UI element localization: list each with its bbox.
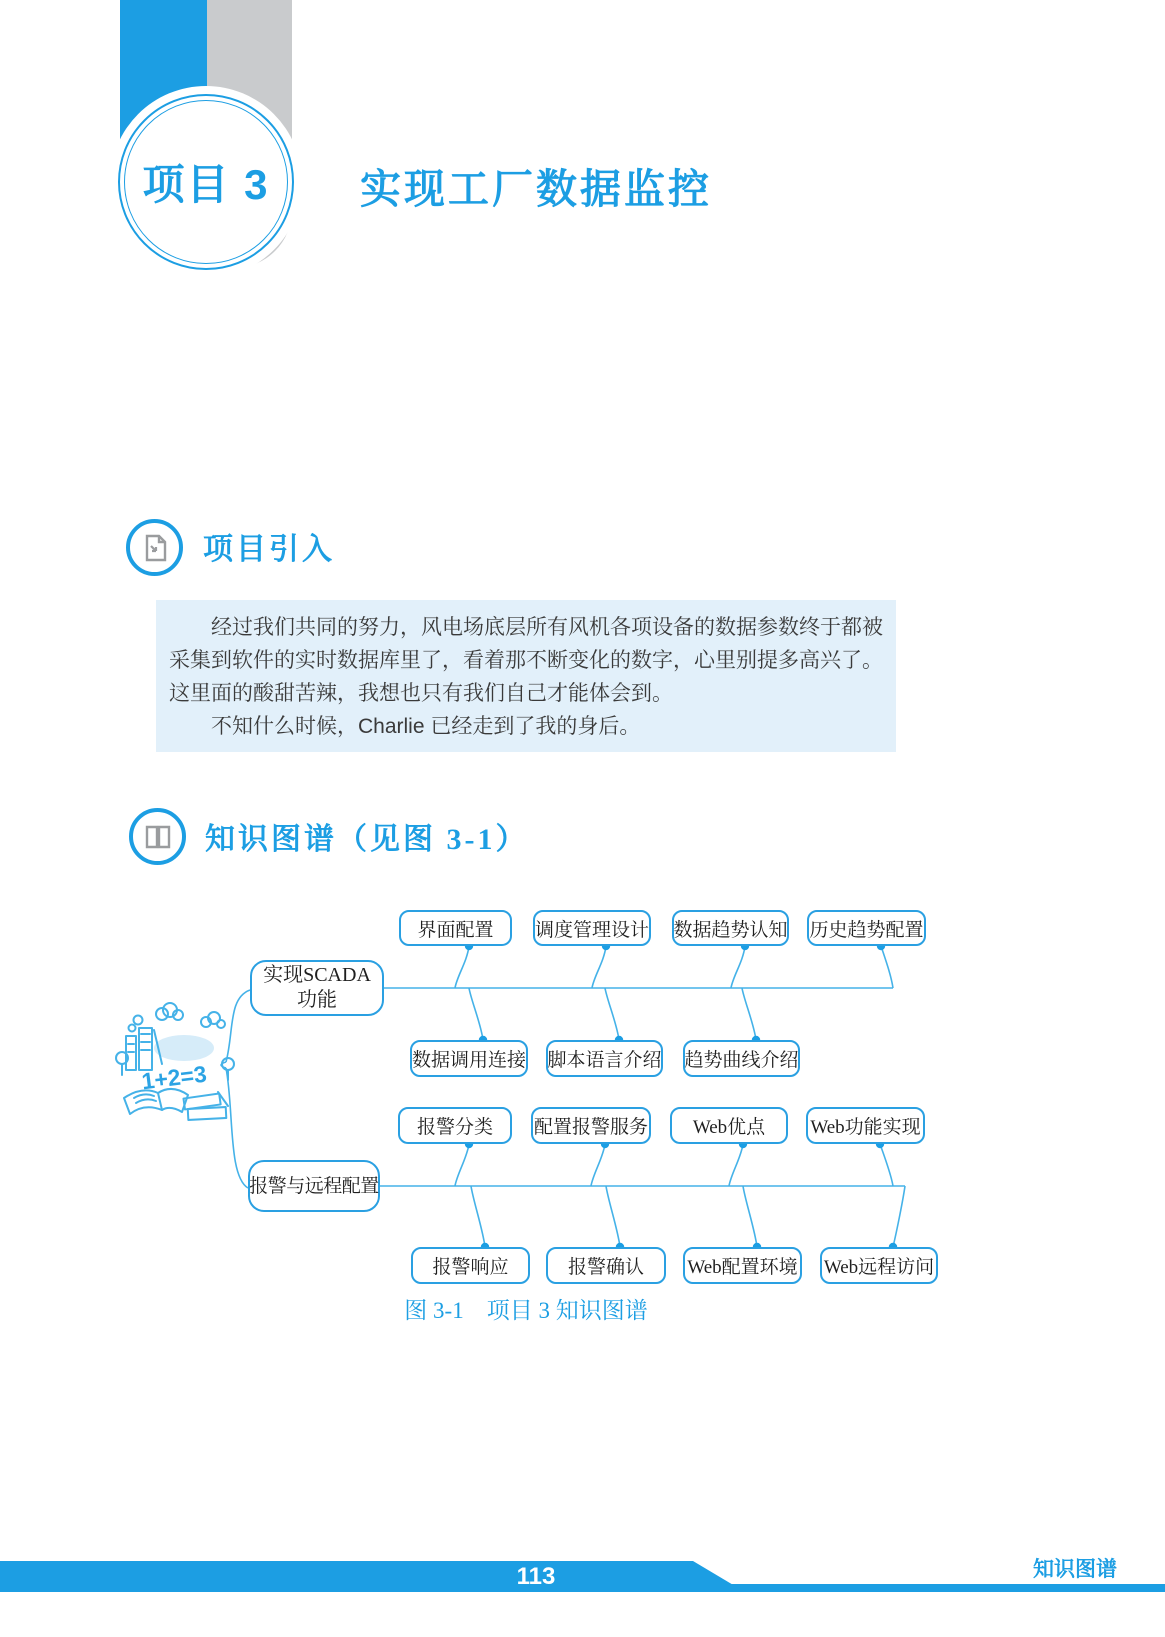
page-number: 113 (516, 1563, 556, 1590)
mindmap-branch-alarm-remote: 报警与远程配置 (248, 1160, 380, 1212)
knowledge-illustration (110, 1000, 240, 1130)
branch-scada-line2: 功能 (297, 989, 337, 1011)
knowledge-section-heading: 知识图谱（见图 3-1） (205, 823, 529, 856)
mindmap-node: Web配置环境 (683, 1247, 802, 1284)
footer-thin-bar (705, 1584, 1165, 1592)
intro-paragraph-1: 经过我们共同的努力，风电场底层所有风机各项设备的数据参数终于都被采集到软件的实时数据库里了，看着那不断变化的数字，心里别提多高兴了。这里面的酸甜苦辣，我想也只有我们自己才能体会到。 (169, 616, 883, 705)
mindmap-node: Web功能实现 (806, 1107, 925, 1144)
page-title: 实现工厂数据监控 (360, 166, 712, 212)
branch-scada-line1: 实现SCADA (263, 964, 371, 986)
mindmap-branch-scada (250, 960, 384, 1016)
mindmap-node: 配置报警服务 (531, 1107, 651, 1144)
document-icon (140, 532, 170, 564)
intro-section-badge (126, 519, 183, 576)
intro-paragraph-2: 不知什么时候，Charlie 已经走到了我的身后。 (211, 715, 641, 738)
book-icon (143, 823, 173, 851)
intro-section-heading: 项目引入 (203, 533, 335, 566)
badge-inner-ring (124, 100, 288, 264)
mindmap-node: 历史趋势配置 (807, 910, 926, 946)
intro-text-box (156, 600, 896, 752)
knowledge-section-badge (129, 808, 186, 865)
project-badge (118, 94, 294, 270)
mindmap-node: Web优点 (670, 1107, 788, 1144)
mindmap-node: 调度管理设计 (533, 910, 651, 946)
mindmap-node: 趋势曲线介绍 (683, 1040, 800, 1077)
footer-bar (0, 1561, 745, 1592)
illustration-formula: 1+2=3 (140, 1060, 209, 1095)
mindmap-node: Web远程访问 (820, 1247, 938, 1284)
mindmap-node: 报警分类 (398, 1107, 512, 1144)
mindmap-node: 脚本语言介绍 (546, 1040, 663, 1077)
mindmap-node: 数据趋势认知 (672, 910, 789, 946)
connector-dots (465, 942, 897, 1251)
footer-section-label: 知识图谱 (1033, 1558, 1117, 1581)
mindmap-node: 界面配置 (399, 910, 512, 946)
project-badge-label: 项目 3 (142, 161, 270, 208)
mindmap-node: 报警确认 (546, 1247, 666, 1284)
mindmap-node: 数据调用连接 (410, 1040, 528, 1077)
mindmap-node: 报警响应 (411, 1247, 530, 1284)
figure-caption: 图 3-1 项目 3 知识图谱 (404, 1298, 648, 1323)
